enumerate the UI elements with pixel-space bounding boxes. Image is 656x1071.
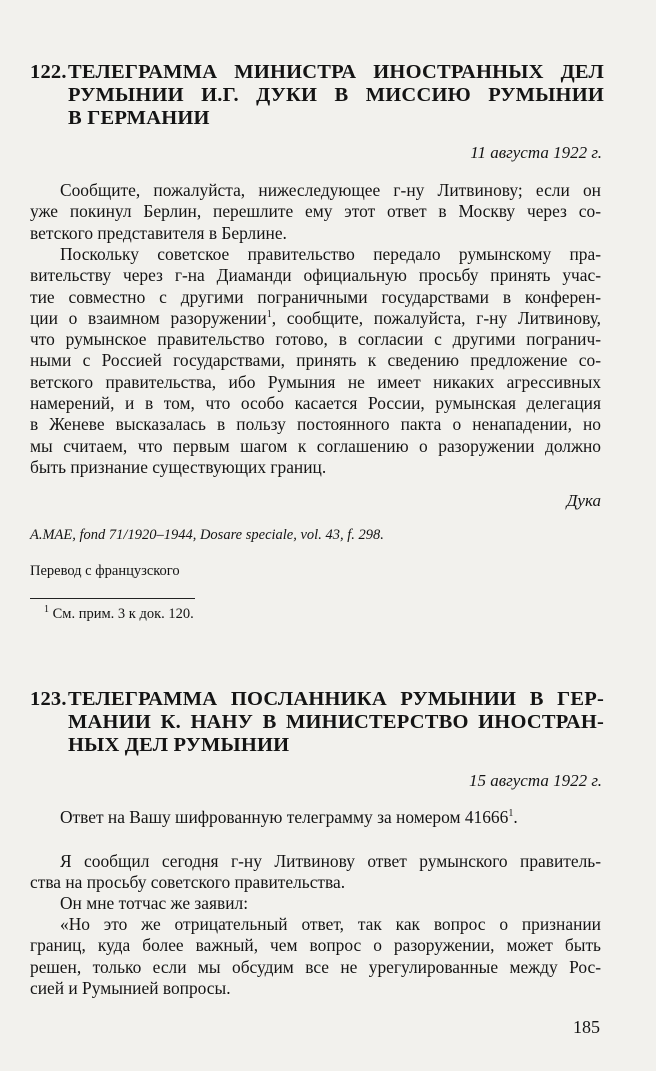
doc122-footnote (44, 606, 194, 623)
footnote-ref: 1 (508, 808, 514, 820)
text-line: ветского правительства, ибо Румыния не имеет никаких агрессивных (30, 371, 601, 392)
text-line: Он мне тотчас же заявил: (60, 893, 249, 913)
text-line: решен, только если мы обсудим все не урегулированные между Рос- (30, 956, 601, 977)
text-line: вительству через г-на Диаманди официальную просьбу принять учас- (30, 265, 601, 286)
text-fragment: ции о взаимном разоружении (30, 307, 267, 328)
text-line: в Женеве высказалась в пользу постоянного пакта о ненападении, но (30, 414, 601, 435)
text-line: ства на просьбу советского правительства. (30, 872, 346, 893)
doc122-paragraph-2 (30, 244, 601, 478)
footnote-divider (30, 598, 195, 599)
text-line: Сообщите, пожалуйста, нижеследующее г-ну Литвинову; если он (60, 180, 601, 200)
doc122-title-line-3: В ГЕРМАНИИ (68, 107, 210, 129)
text-fragment: , сообщите, пожалуйста, г-ну Литвинову, (271, 307, 601, 328)
text-line: сией и Румынией вопросы. (30, 977, 231, 998)
doc122-signature: Дука (566, 491, 601, 510)
text-line: границ, куда более важный, чем вопрос о разоружении, может быть (30, 935, 601, 956)
text-line: быть признание существующих границ. (30, 456, 327, 477)
text-line: Поскольку советское правительство передало румынскому пра- (60, 244, 601, 264)
doc123-title-line-1: ТЕЛЕГРАММА ПОСЛАННИКА РУМЫНИИ В ГЕР- (68, 688, 604, 710)
doc122-translation-note: Перевод с французского (30, 563, 180, 579)
doc123-paragraph-4 (30, 914, 601, 999)
text-line-with-footnote (30, 807, 601, 828)
text-line: «Но это же отрицательный ответ, так как вопрос о признании (60, 914, 601, 934)
doc123-paragraph-3 (30, 893, 601, 914)
text-line: мы считаем, что первым шагом к соглашению о разоружении должно (30, 435, 601, 456)
text-line: уже покинул Берлин, перешлите ему этот ответ в Москву через со- (30, 201, 601, 222)
doc122-heading (30, 61, 604, 130)
footnote-marker: 1 (44, 604, 49, 616)
footnote-ref: 1 (266, 309, 272, 321)
doc123-paragraph-1 (30, 807, 601, 828)
doc123-title-line-2: МАНИИ К. НАНУ В МИНИСТЕРСТВО ИНОСТРАН- (68, 711, 604, 733)
doc122-source-citation: A.MAE, fond 71/1920–1944, Dosare speciale, vol. 43, f. 298. (30, 527, 384, 543)
text-line: тие совместно с другими пограничными государствами в конферен- (30, 286, 601, 307)
text-line: ветского представителя в Берлине. (30, 222, 287, 243)
doc123-paragraph-2 (30, 851, 601, 894)
doc122-paragraph-1 (30, 180, 601, 244)
doc122-title-line-1: ТЕЛЕГРАММА МИНИСТРА ИНОСТРАННЫХ ДЕЛ (68, 61, 604, 83)
doc123-heading (30, 688, 604, 757)
page-number: 185 (573, 1017, 600, 1037)
text-line-with-footnote (30, 308, 601, 329)
text-fragment: Ответ на Вашу шифрованную телеграмму за номером 41666 (60, 807, 509, 827)
text-line: намерений, и в том, что особо касается России, румынская делегация (30, 393, 601, 414)
text-line: что румынское правительство готово, в согласии с другими погранич- (30, 329, 601, 350)
text-line: Я сообщил сегодня г-ну Литвинову ответ румынского правитель- (60, 851, 601, 871)
doc123-number: 123. (30, 688, 67, 710)
doc123-date: 15 августа 1922 г. (469, 771, 602, 790)
doc122-title-line-2: РУМЫНИИ И.Г. ДУКИ В МИССИЮ РУМЫНИИ (68, 84, 604, 106)
text-line: ными с Россией государствами, принять к сведению предложение со- (30, 350, 601, 371)
doc123-title-line-3: НЫХ ДЕЛ РУМЫНИИ (68, 734, 290, 756)
footnote-text: См. прим. 3 к док. 120. (52, 606, 194, 622)
text-fragment: . (513, 807, 518, 827)
doc122-date: 11 августа 1922 г. (470, 143, 602, 162)
doc122-number: 122. (30, 61, 67, 83)
